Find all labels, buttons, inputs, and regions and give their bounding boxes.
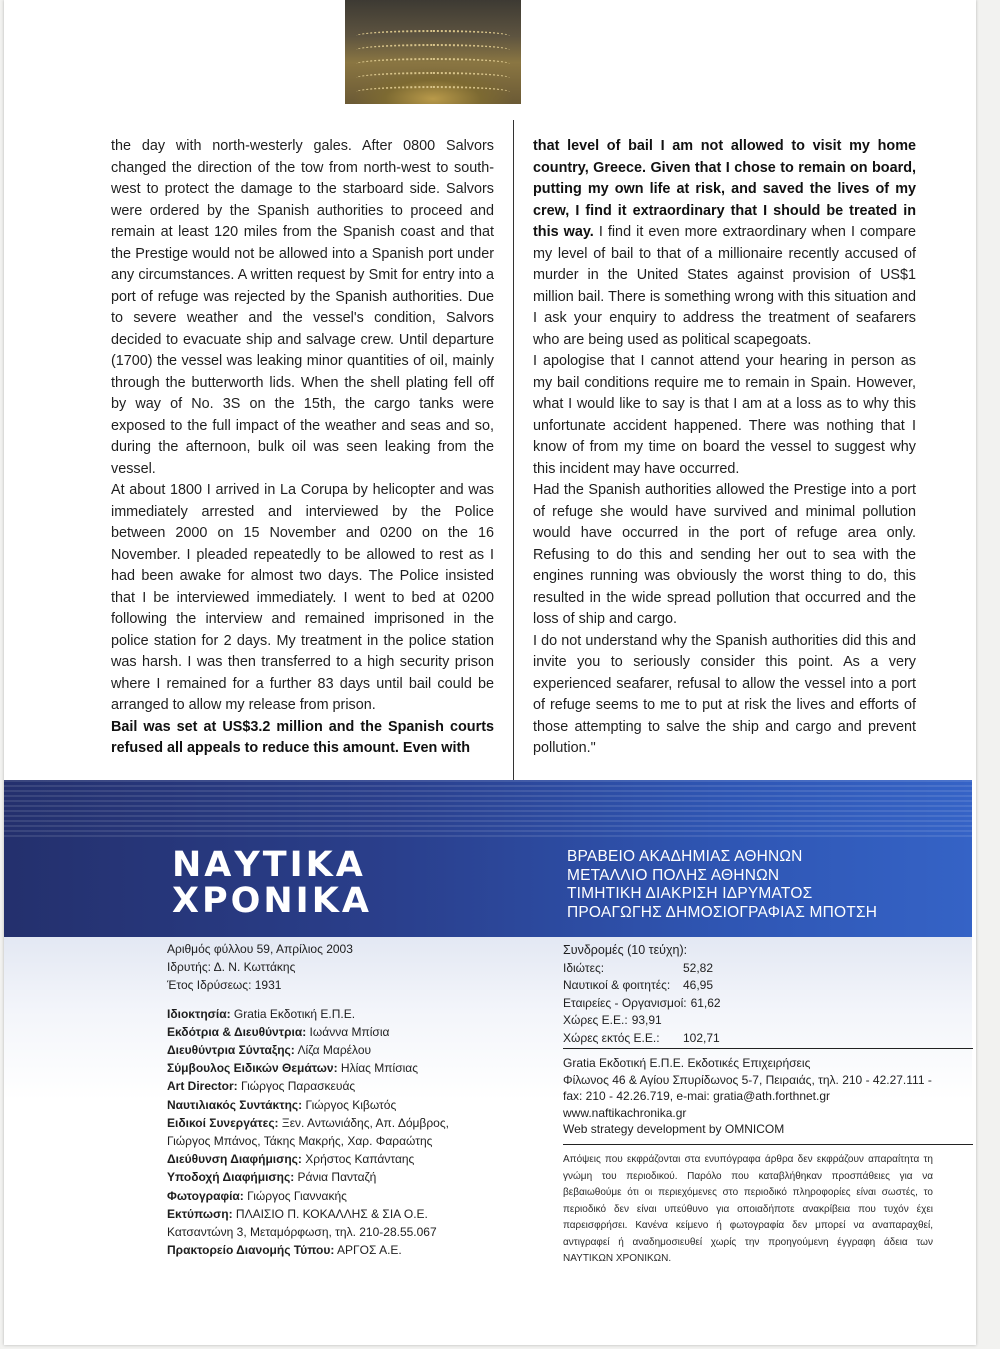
publisher-info xyxy=(563,1055,963,1138)
publisher-line: Gratia Εκδοτική Ε.Π.Ε. Εκδοτικές Επιχειρήσεις xyxy=(563,1056,811,1070)
staff-row xyxy=(167,1223,517,1241)
publisher-line: fax: 210 - 42.26.719, e-mai: gratia@ath.forthnet.gr xyxy=(563,1089,830,1104)
parliament-chamber-photo xyxy=(345,0,521,104)
column-divider xyxy=(513,120,514,780)
staff-label: Art Director: xyxy=(167,1079,238,1094)
founded-info: Έτος Ιδρύσεως: 1931 xyxy=(167,978,282,993)
divider-line xyxy=(563,1048,973,1049)
founder-info: Ιδρυτής: Δ. Ν. Κωττάκης xyxy=(167,960,296,975)
staff-label: Σύμβουλος Ειδικών Θεμάτων: xyxy=(167,1061,338,1076)
subscription-price: 61,62 xyxy=(690,995,721,1010)
staff-label: Πρακτορείο Διανομής Τύπου: xyxy=(167,1243,335,1258)
staff-label: Ναυτιλιακός Συντάκτης: xyxy=(167,1097,303,1112)
subscriptions-rows xyxy=(563,960,923,1048)
article-text: I find it even more extraordinary when I compare my level of bail to that of a millionaire recently accused of murder in the United States against provision of US$1 million bail. There is something wrong with this situation and I ask your enquiry to address the treatment of seafarers who are being used as political scapegoats. xyxy=(533,224,916,348)
staff-value: Γιώργος Κιβωτός xyxy=(302,1097,397,1112)
subscriptions-heading: Συνδρομές (10 τεύχη): xyxy=(563,943,688,957)
staff-row xyxy=(167,1205,517,1223)
magazine-logo xyxy=(172,847,372,919)
magazine-banner xyxy=(4,780,972,937)
website-link[interactable]: www.naftikachronika.gr xyxy=(563,1105,687,1120)
subscription-price: 46,95 xyxy=(683,978,714,992)
staff-value: Γιώργος Μπάνος, Τάκης Μακρής, Χαρ. Φαραώτης xyxy=(167,1134,433,1149)
disclaimer: Απόψεις που εκφράζονται στα ενυπόγραφα άρθρα δεν εκφράζουν απαραίτητα τη γνώμη του περιοδικού. Παρόλο που καταβλήθηκαν προσπάθειες για να βεβαιωθούμε ότι οι περιεχόμενες στο περιοδικό πληροφορίες είναι σωστές, το περιοδικό δεν είναι υπεύθυνο για οποιαδήποτε ανακρίβεια που τυχόν έχει παρεισφρήσει. Κανένα κείμενο ή φωτογραφία δεν μπορεί να αναπαραχθεί, αντιγραφεί ή αναδημοσιευθεί χωρίς την προηγούμενη έγγραφη άδεια των ΝΑΥΤΙΚΩΝ ΧΡΟΝΙΚΩΝ. xyxy=(563,1154,933,1264)
banner-texture xyxy=(4,780,972,840)
logo-line: ΝΑΥΤΙΚΑ xyxy=(172,845,366,885)
subscription-type: Εταιρείες - Οργανισμοί: xyxy=(563,995,687,1010)
subscription-row xyxy=(563,977,923,995)
staff-value: Ράνια Πανταζή xyxy=(294,1170,377,1185)
staff-row xyxy=(167,1132,517,1150)
staff-value: Ιωάννα Μπίσια xyxy=(306,1024,390,1039)
award-line: ΠΡΟΑΓΩΓΗΣ ΔΗΜΟΣΙΟΓΡΑΦΙΑΣ ΜΠΟΤΣΗ xyxy=(567,903,878,921)
divider-line xyxy=(563,1144,973,1145)
staff-row xyxy=(167,1187,517,1205)
award-line: ΒΡΑΒΕΙΟ ΑΚΑΔΗΜΙΑΣ ΑΘΗΝΩΝ xyxy=(567,848,803,865)
awards-list xyxy=(567,848,877,922)
staff-list xyxy=(167,1005,517,1260)
staff-value: Ξεν. Αντωνιάδης, Απ. Δόμβρος, xyxy=(278,1115,449,1130)
article-bold-text: that level of bail I am not allowed to visit my home country, Greece. Given that I chose to remain on board, putting my own life at risk, and saved the lives of my crew, I find it extraordinary that I should be treated in this way. xyxy=(533,138,916,240)
staff-row xyxy=(167,1005,517,1023)
staff-row xyxy=(167,1041,517,1059)
staff-value: Κατσαντώνη 3, Μεταμόρφωση, τηλ. 210-28.55.067 xyxy=(167,1225,437,1240)
staff-value: Gratia Εκδοτική Ε.Π.Ε. xyxy=(230,1006,356,1021)
award-line: ΤΙΜΗΤΙΚΗ ΔΙΑΚΡΙΣΗ ΙΔΡΥΜΑΤΟΣ xyxy=(567,885,813,902)
subscription-price: 102,71 xyxy=(683,1030,720,1045)
staff-value: Χρήστος Καπάνταης xyxy=(301,1152,415,1167)
subscriptions xyxy=(563,942,923,1047)
subscription-row xyxy=(563,1012,923,1030)
subscription-type: Χώρες Ε.Ε.: xyxy=(563,1013,628,1027)
staff-row xyxy=(167,1077,517,1095)
staff-label: Εκδότρια & Διευθύντρια: xyxy=(167,1024,307,1039)
staff-row xyxy=(167,1241,517,1259)
staff-value: Λίζα Μαρέλου xyxy=(294,1043,372,1058)
staff-label: Ειδικοί Συνεργάτες: xyxy=(167,1115,279,1130)
subscription-row xyxy=(563,960,923,978)
staff-row xyxy=(167,1114,517,1132)
article-column-left xyxy=(111,136,494,760)
publisher-line: Web strategy development by OMNICOM xyxy=(563,1122,785,1137)
issue-info: Αριθμός φύλλου 59, Απρίλιος 2003 xyxy=(167,942,353,956)
logo-line: ΧΡΟΝΙΚΑ xyxy=(172,881,372,921)
staff-row xyxy=(167,1059,517,1077)
subscription-price: 93,91 xyxy=(631,1013,662,1027)
publisher-line: Φίλωνος 46 & Αγίου Σπυρίδωνος 5-7, Πειραιάς, τηλ. 210 - 42.27.111 - xyxy=(563,1072,932,1087)
article-paragraph: I do not understand why the Spanish authorities did this and invite you to seriously consider this point. As a very experienced seafarer, refusal to allow the vessel into a port of refuge seems to me to put at risk the lives and efforts of those attempting to salve the ship and cargo and prevent pollution." xyxy=(533,632,916,756)
staff-label: Διευθύντρια Σύνταξης: xyxy=(167,1043,295,1058)
masthead xyxy=(167,940,517,1259)
subscription-price: 52,82 xyxy=(683,960,714,975)
staff-value: Ηλίας Μπίσιας xyxy=(337,1061,419,1076)
staff-value: ΑΡΓΟΣ Α.Ε. xyxy=(334,1243,402,1258)
staff-row xyxy=(167,1168,517,1186)
article-paragraph: At about 1800 I arrived in La Corupa by helicopter and was immediately arrested and interviewed by the Police between 2000 on 15 November and 0200 on the 16 November. I pleaded repeatedly to be allowed to rest as I had been awake for almost two days. The Police insisted that I be interviewed immediately. I went to bed at 0200 following the interview and remained imprisoned in the police station for 2 days. My treatment in the police station was harsh. I was then transferred to a high security prison where I remained for a further 83 days until bail could be arranged to allow my release from prison. xyxy=(111,482,494,713)
staff-label: Εκτύπωση: xyxy=(167,1206,233,1221)
subscription-type: Ιδιώτες: xyxy=(563,960,605,975)
staff-label: Ιδιοκτησία: xyxy=(167,1006,231,1021)
staff-value: Γιώργος Γιαννακής xyxy=(243,1188,347,1203)
staff-label: Υποδοχή Διαφήμισης: xyxy=(167,1170,295,1185)
article-paragraph: the day with north-westerly gales. After 0800 Salvors changed the direction of the tow from north-west to south-west to protect the damage to the starboard side. Salvors were ordered by the Spanish authorities to proceed and remain at least 120 miles from the Spanish coast and that the Prestige would not be allowed into a Spanish port under any circumstances. A written request by Smit for entry into a port of refuge was rejected by the Spanish authorities. Due to severe weather and the vessel's condition, Salvors decided to evacuate ship and salvage crew. Until departure (1700) the vessel was leaking minor quantities of oil, mainly through the butterworth lids. When the shell plating fell off by way of No. 3S on the 15th, the cargo tanks were exposed to the full impact of the weather and seas and so, during the afternoon, bulk oil was seen leaking from the vessel. xyxy=(111,138,494,477)
staff-label: Φωτογραφία: xyxy=(167,1188,244,1203)
subscription-type: Χώρες εκτός Ε.Ε.: xyxy=(563,1030,660,1045)
article-paragraph: Had the Spanish authorities allowed the Prestige into a port of refuge she would have survived and minimal pollution would have occurred in the port of refuge area only. Refusing to do this and sending her out to sea with the engines running was obviously the worst thing to do, this resulted in the wide spread pollution that occurred and the loss of ship and cargo. xyxy=(533,482,916,627)
subscription-type: Ναυτικοί & φοιτητές: xyxy=(563,978,671,992)
staff-value: ΠΛΑΙΣΙΟ Π. ΚΟΚΑΛΛΗΣ & ΣΙΑ Ο.Ε. xyxy=(232,1206,428,1221)
article-column-right xyxy=(533,136,916,760)
staff-value: Γιώργος Παρασκευάς xyxy=(237,1079,356,1094)
article-paragraph: I apologise that I cannot attend your hearing in person as my bail conditions require me to remain in Spain. However, what I would like to say is that I am at a loss as to why this unfortunate accident happened. There was nothing that I know of from my time on board the vessel to suggest why this incident may have occurred. xyxy=(533,353,916,477)
staff-row xyxy=(167,1023,517,1041)
award-line: ΜΕΤΑΛΛΙΟ ΠΟΛΗΣ ΑΘΗΝΩΝ xyxy=(567,866,780,884)
subscription-row xyxy=(563,1030,923,1048)
subscription-row xyxy=(563,995,923,1013)
staff-row xyxy=(167,1150,517,1168)
article-bold-paragraph: Bail was set at US$3.2 million and the Spanish courts refused all appeals to reduce this amount. Even with xyxy=(111,718,494,756)
article-paragraph xyxy=(533,136,916,351)
staff-label: Διεύθυνση Διαφήμισης: xyxy=(167,1152,302,1167)
staff-row xyxy=(167,1096,517,1114)
